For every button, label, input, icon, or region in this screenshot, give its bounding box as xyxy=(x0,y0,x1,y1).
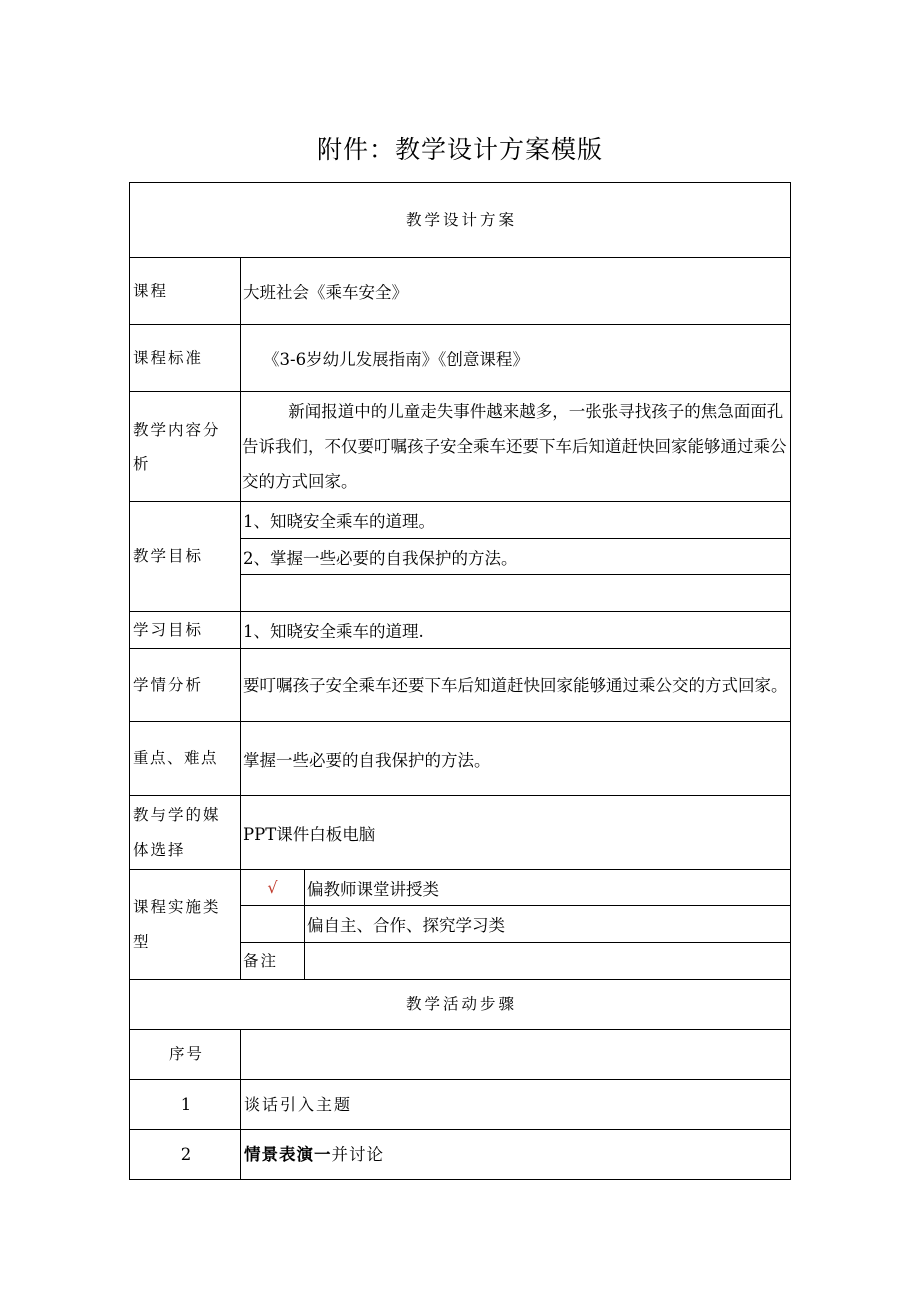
seq-content-empty xyxy=(241,1030,790,1079)
key-label: 重点、难点 xyxy=(133,749,219,767)
situation-value: 要叮嘱孩子安全乘车还要下车后知道赶快回家能够通过乘公交的方式回家。 xyxy=(243,675,788,695)
step-number: 1 xyxy=(180,1095,192,1114)
activity-header: 教学活动步骤 xyxy=(405,995,517,1013)
step-text xyxy=(241,1080,790,1129)
content-label: 教学内容分析 xyxy=(133,420,221,473)
goal-label: 教学目标 xyxy=(133,547,204,565)
learn-goal-label: 学习目标 xyxy=(133,620,204,639)
remark-label: 备注 xyxy=(243,951,279,970)
table-header: 教学设计方案 xyxy=(405,210,517,229)
step-text-normal: 并讨论 xyxy=(331,1145,384,1164)
type-option-teacher: 偏教师课堂讲授类 xyxy=(307,879,439,899)
document-title: 附件：教学设计方案模版 xyxy=(316,135,603,164)
step-number: 2 xyxy=(180,1145,192,1164)
media-value: PPT课件白板电脑 xyxy=(243,824,376,844)
content-value: 新闻报道中的儿童走失事件越来越多，一张张寻找孩子的焦急面面孔告诉我们，不仅要叮嘱孩子安全乘车还要下车后知道赶快回家能够通过乘公交的方式回家。 xyxy=(242,402,787,491)
media-label: 教与学的媒体选择 xyxy=(133,805,221,859)
step-text-normal: 谈话引入主题 xyxy=(244,1095,353,1114)
learn-goal-value: 1、知晓安全乘车的道理. xyxy=(243,622,424,641)
type-label: 课程实施类型 xyxy=(133,897,221,951)
check-mark-icon: √ xyxy=(267,878,278,897)
standard-label: 课程标准 xyxy=(133,348,204,367)
key-value: 掌握一些必要的自我保护的方法。 xyxy=(243,750,491,770)
standard-value: 《3-6岁幼儿发展指南》《创意课程》 xyxy=(263,350,529,369)
step-text-bold: 情景表演一 xyxy=(244,1145,332,1164)
step-text xyxy=(241,1130,790,1179)
course-value: 大班社会《乘车安全》 xyxy=(243,283,408,302)
goal-item: 2、掌握一些必要的自我保护的方法。 xyxy=(243,548,518,568)
remark-value xyxy=(305,943,790,979)
situation-label: 学情分析 xyxy=(133,675,204,694)
goal-item: 1、知晓安全乘车的道理。 xyxy=(243,512,435,531)
goal-item-empty xyxy=(241,575,790,611)
type-option-self-study: 偏自主、合作、探究学习类 xyxy=(307,916,505,935)
type-option-mark-empty xyxy=(241,906,304,942)
course-label: 课程 xyxy=(133,281,169,300)
seq-label: 序号 xyxy=(168,1045,204,1063)
